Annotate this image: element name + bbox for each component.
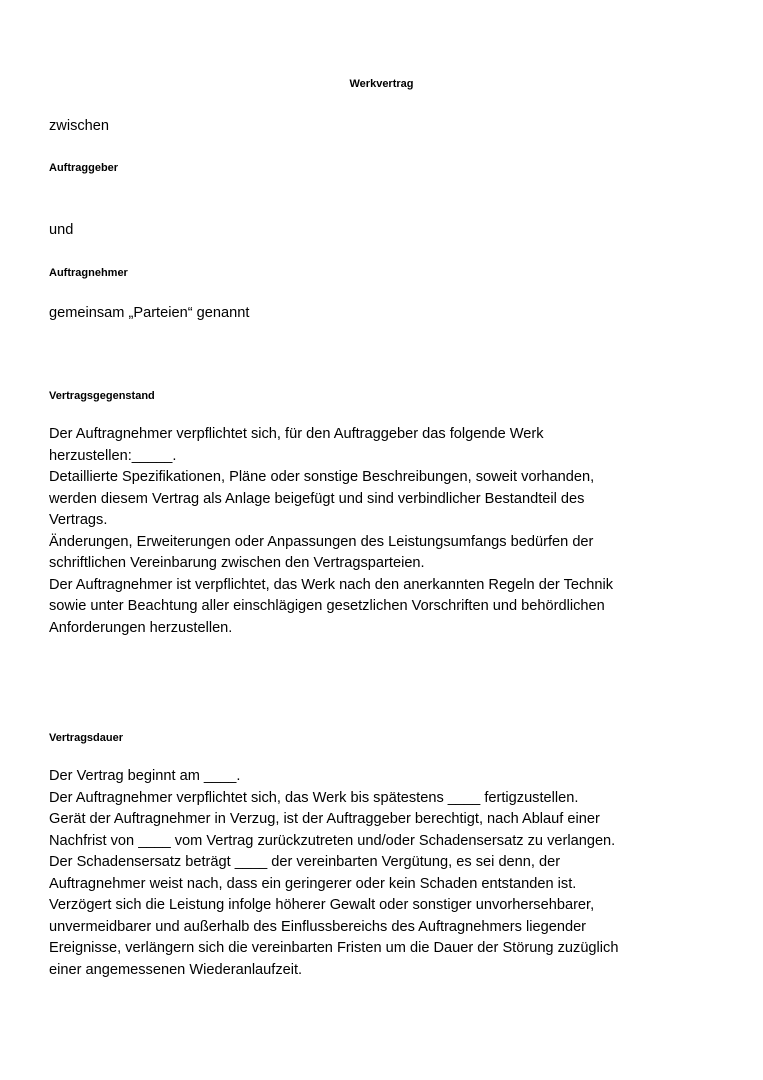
und-text: und — [49, 222, 74, 238]
zwischen-text: zwischen — [49, 118, 110, 134]
body-line: Der Vertrag beginnt am ____. — [49, 768, 241, 784]
section-body-vertragsdauer — [49, 766, 749, 981]
body-line: werden diesem Vertrag als Anlage beigefügt und sind verbindlicher Bestandteil des — [49, 490, 585, 507]
body-line: Verzögert sich die Leistung infolge höherer Gewalt oder sonstiger unvorhersehbarer, — [49, 897, 595, 913]
body-line: Ereignisse, verlängern sich die vereinbarten Fristen um die Dauer der Störung zuzüglich — [49, 940, 619, 956]
body-line: Der Auftragnehmer verpflichtet sich, für den Auftraggeber das folgende Werk — [49, 426, 544, 442]
body-line: unvermeidbarer und außerhalb des Einflussbereichs des Auftragnehmers liegender — [49, 918, 587, 935]
body-line: sowie unter Beachtung aller einschlägigen gesetzlichen Vorschriften und behördlichen — [49, 598, 605, 614]
body-line: Der Auftragnehmer ist verpflichtet, das Werk nach den anerkannten Regeln der Technik — [49, 576, 614, 593]
party-auftraggeber-label: Auftraggeber — [49, 162, 119, 174]
party-auftragnehmer-label: Auftragnehmer — [49, 267, 128, 279]
body-line: Der Schadensersatz beträgt ____ der vereinbarten Vergütung, es sei denn, der — [49, 854, 561, 870]
body-line: schriftlichen Vereinbarung zwischen den Vertragsparteien. — [49, 555, 425, 571]
body-line: Der Auftragnehmer verpflichtet sich, das Werk bis spätestens ____ fertigzustellen. — [49, 789, 579, 806]
body-line: Anforderungen herzustellen. — [49, 619, 233, 636]
body-line: einer angemessenen Wiederanlaufzeit. — [49, 961, 303, 978]
body-line: Auftragnehmer weist nach, dass ein geringerer oder kein Schaden entstanden ist. — [49, 875, 577, 892]
body-line: Änderungen, Erweiterungen oder Anpassungen des Leistungsumfangs bedürfen der — [49, 533, 594, 550]
parteien-text: gemeinsam „Parteien“ genannt — [49, 305, 250, 321]
section-heading-vertragsgegenstand: Vertragsgegenstand — [49, 390, 155, 402]
section-heading-vertragsdauer: Vertragsdauer — [49, 732, 123, 744]
document-title: Werkvertrag — [349, 78, 414, 90]
section-body-vertragsgegenstand — [49, 424, 749, 639]
body-line: Nachfrist von ____ vom Vertrag zurückzutreten und/oder Schadensersatz zu verlangen. — [49, 832, 616, 849]
body-line: Gerät der Auftragnehmer in Verzug, ist der Auftraggeber berechtigt, nach Ablauf einer — [49, 811, 600, 827]
body-line: Detaillierte Spezifikationen, Pläne oder sonstige Beschreibungen, soweit vorhanden, — [49, 469, 595, 485]
body-line: herzustellen:_____. — [49, 447, 177, 464]
body-line: Vertrags. — [49, 512, 108, 528]
